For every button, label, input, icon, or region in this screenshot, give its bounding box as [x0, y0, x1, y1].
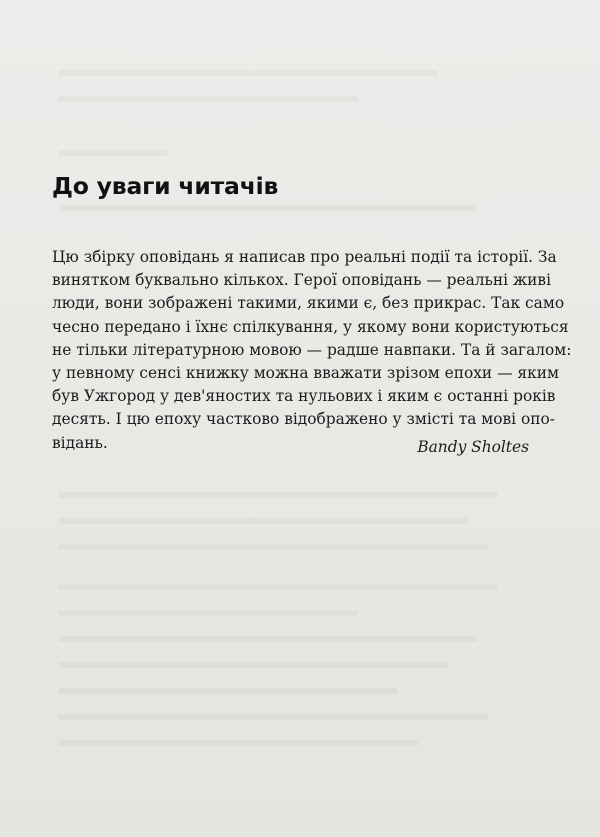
bleed-through-line	[58, 740, 418, 746]
paragraph-line: чесно передано і їхнє спілкування, у якому вони користуються	[52, 317, 569, 336]
paragraph-line: десять. І цю епоху частково відображено у змісті та мові опо-	[52, 410, 555, 429]
paragraph-line: Цю збірку оповідань я написав про реальні події та історії. За	[52, 248, 557, 266]
paragraph-line: у певному сенсі книжку можна вважати зрізом епохи — яким	[52, 364, 559, 383]
bleed-through-line	[58, 518, 468, 524]
bleed-through-line	[58, 714, 488, 720]
bleed-through-line	[58, 688, 398, 694]
page-title: До уваги читачів	[52, 172, 279, 200]
author-signature: Bandy Sholtes	[417, 438, 529, 456]
paragraph-line: люди, вони зображені такими, якими є, без прикрас. Так само	[52, 294, 565, 313]
paragraph-line: винятком буквально кількох. Герої оповідань — реальні живі	[52, 271, 551, 290]
bleed-through-line	[58, 70, 438, 76]
bleed-through-line	[58, 544, 488, 550]
bleed-through-line	[58, 584, 498, 590]
paragraph-line: відань.	[52, 433, 108, 452]
bleed-through-line	[58, 492, 498, 498]
bleed-through-line	[58, 205, 478, 211]
paragraph-line: був Ужгород у дев'яностих та нульових і яким є останні років	[52, 387, 556, 406]
paragraph-line: не тільки літературною мовою — радше навпаки. Та й загалом:	[52, 340, 572, 359]
body-paragraph	[52, 246, 572, 455]
bleed-through-line	[58, 662, 448, 668]
bleed-through-line	[58, 96, 358, 102]
bleed-through-line	[58, 150, 168, 156]
bleed-through-line	[58, 610, 358, 616]
bleed-through-line	[58, 636, 478, 642]
